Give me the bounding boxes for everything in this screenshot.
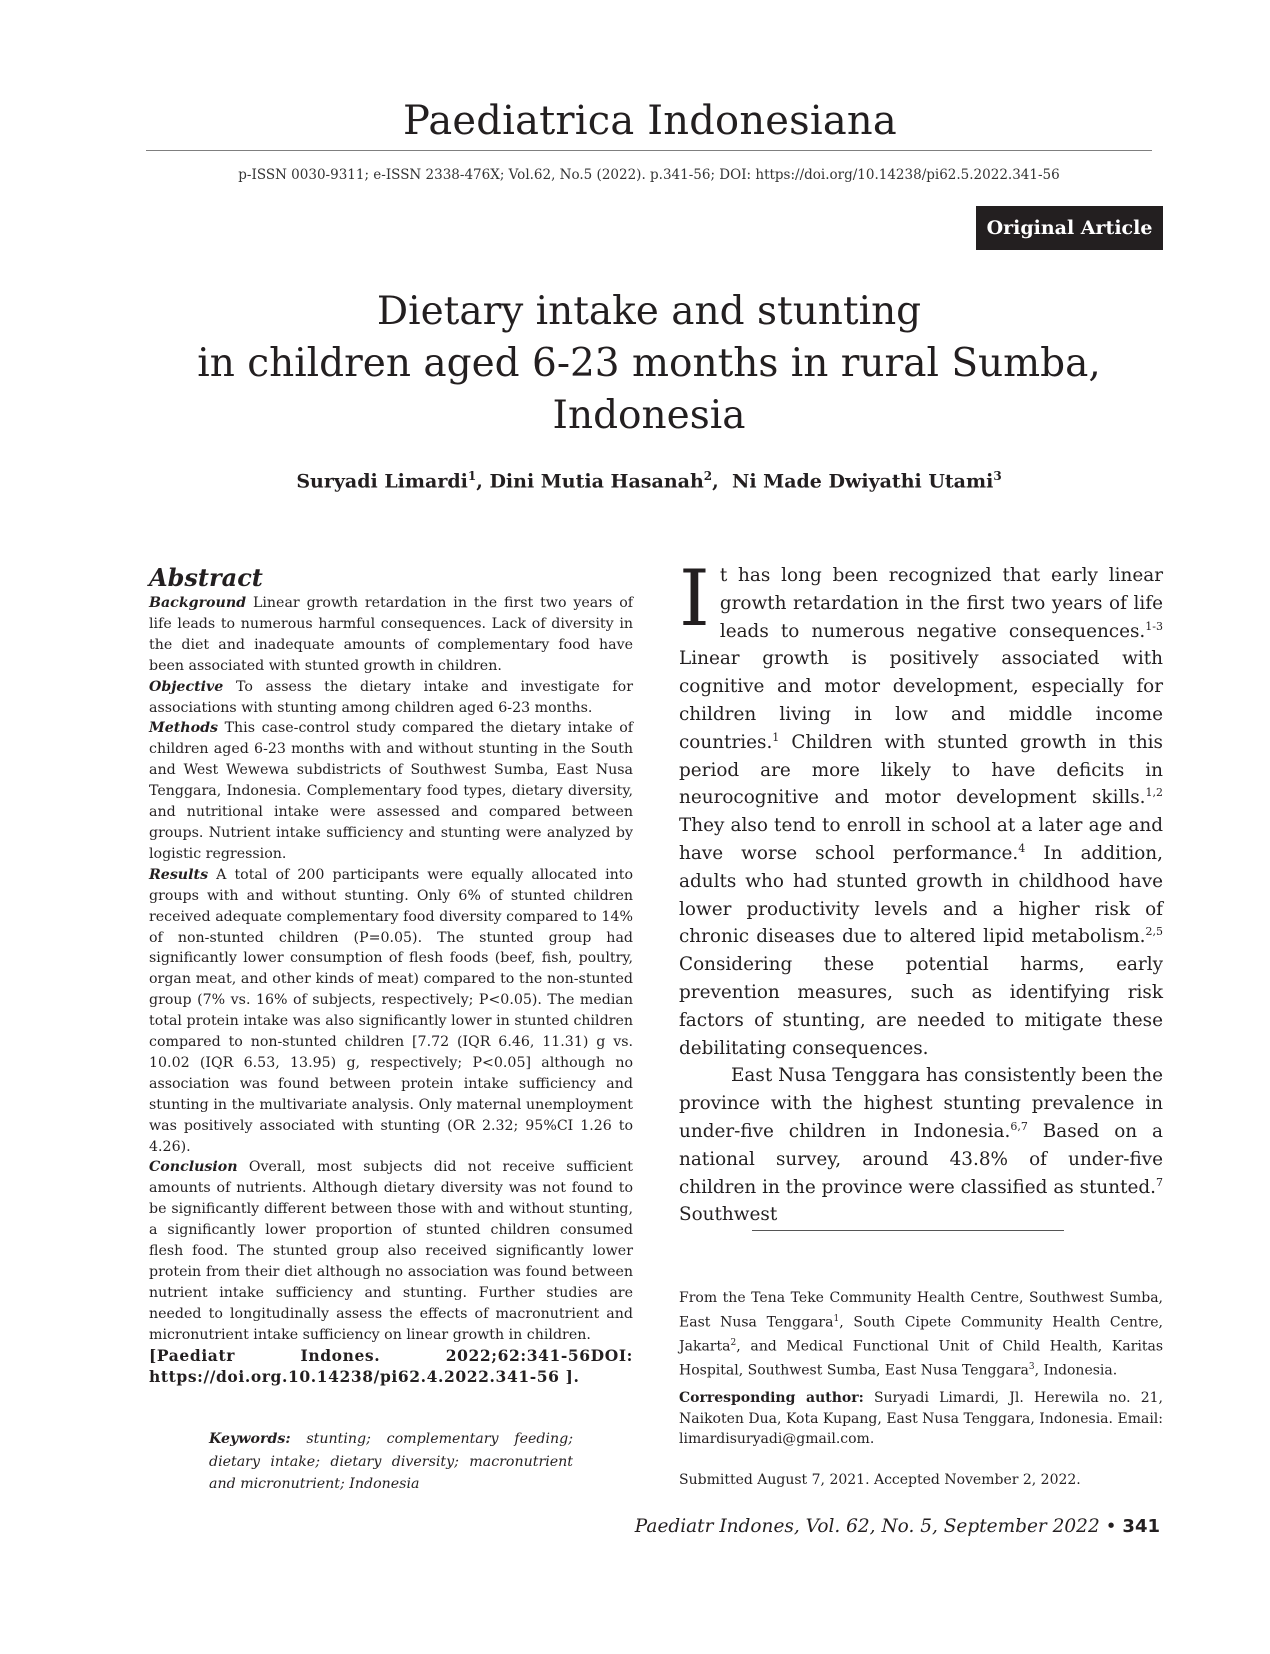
text-run: , and Medical Functional Unit of Child Health, Karitas Hospital, Southwest Sumba, East Nusa Tenggara (679, 1338, 1163, 1379)
page-footer (600, 1516, 1160, 1537)
text-run: In addition, adults who had stunted growth in childhood have lower productivity levels and a higher risk of chronic diseases due to altered lipid metabolism. (679, 842, 1163, 948)
abstract-methods (149, 718, 633, 864)
abstract-section-label: Conclusion (149, 1159, 238, 1176)
abstract-section-label: Methods (149, 720, 218, 737)
text-run: , South Cipete Community Health Centre, Jakarta (679, 1314, 1164, 1355)
reference-marker: 1-3 (1145, 619, 1163, 633)
footnote-rule (752, 1230, 1064, 1231)
body-paragraph (679, 1062, 1163, 1229)
text-run: From the Tena Teke Community Health Centre, Southwest Sumba, East Nusa Tenggara (679, 1290, 1163, 1331)
journal-title: Paediatrica Indonesiana (403, 98, 897, 144)
reference-marker: 1,2 (1145, 786, 1163, 800)
abstract-conclusion (149, 1157, 633, 1345)
reference-marker: 2 (730, 1337, 737, 1348)
footer-citation: Paediatr Indones, Vol. 62, No. 5, September 2022 (634, 1516, 1100, 1537)
abstract-section-text: To assess the dietary intake and investigate for associations with stunting among children aged 6-23 months. (149, 678, 633, 716)
article-title-line: Indonesia (552, 393, 746, 438)
text-run: Considering these potential harms, early prevention measures, such as identifying risk factors of stunting, are needed to mitigate these debilitating consequences. (679, 954, 1163, 1059)
text-run: Southwest (679, 1204, 778, 1226)
article-title-line: Dietary intake and stunting (376, 289, 922, 334)
author-affiliation-marker: 2 (703, 469, 713, 483)
abstract-section-label: Objective (149, 678, 224, 695)
abstract (149, 564, 633, 1387)
author-name: Dini Mutia Hasanah (489, 470, 704, 493)
text-run: Based on a national survey, around 43.8% of under-five children in the province were classified as stunted. (679, 1120, 1163, 1198)
text-run: They also tend to enroll in school at a later age and have worse school performance. (679, 815, 1163, 864)
abstract-heading: Abstract (149, 563, 263, 592)
footer-bullet: • (1105, 1516, 1117, 1537)
affiliation-note (679, 1288, 1163, 1381)
abstract-section-label: Results (149, 866, 209, 883)
corresponding-author-note (679, 1388, 1163, 1450)
abstract-section-text: A total of 200 participants were equally allocated into groups with and without stunting. Only 6% of stunted children received adequate complementary food diversity compared to 14% of non-stunted children (P=0.05). The stunted group had significantly lower consumption of flesh foods (beef, fish, poultry, organ meat, and other kinds of meat) compared to the non-stunted group (7% vs. 16% of subjects, respectively; P<0.05). The median total protein intake was also significantly lower in stunted children compared to non-stunted children [7.72 (IQR 6.46, 11.31) g vs. 10.02 (IQR 6.53, 13.95) g, respectively; P<0.05] although no association was found between protein intake sufficiency and stunting in the multivariate analysis. Only maternal unemployment was positively associated with stunting (OR 2.32; 95%CI 1.26 to 4.26). (149, 866, 633, 1155)
text-run: t has long been recognized that early linear growth retardation in the first two years of life leads to numerous negative consequences. (719, 565, 1163, 642)
body-text (679, 554, 1163, 1229)
author-name: Ni Made Dwiyathi Utami (731, 470, 994, 493)
author-list: Suryadi Limardi$^1$, Dini Mutia Hasanah$^2$, Ni Made Dwiyathi Utami$^3$ (296, 469, 1002, 493)
corresponding-label: Corresponding author: (679, 1390, 864, 1406)
abstract-results (149, 865, 633, 1158)
article-title-line: in children aged 6-23 months in rural Sumba, (197, 341, 1101, 386)
keywords-text: stunting; complementary feeding; dietary intake; dietary diversity; macronutrient and micronutrient; Indonesia (209, 1431, 573, 1492)
reference-marker: 1 (833, 1313, 840, 1324)
abstract-section-text: Linear growth retardation in the first two years of life leads to numerous harmful consequences. Lack of diversity in the diet and inadequate amounts of complementary food have been associated with stunted growth in children. (149, 595, 633, 674)
abstract-section-text: Overall, most subjects did not receive sufficient amounts of nutrients. Although dietary diversity was not found to be significantly different between those with and without stunting, a significantly lower proportion of stunted children consumed flesh food. The stunted group also received significantly lower protein from their diet although no association was found between nutrient intake sufficiency and stunting. Further studies are needed to longitudinally assess the effects of macronutrient and micronutrient intake sufficiency on linear growth in children. (149, 1159, 633, 1343)
abstract-objective (149, 677, 633, 719)
abstract-citation: [Paediatr Indones. 2022;62:341-56DOI: https://doi.org.10.14238/pi62.4.2022.341-56 ]. (149, 1345, 633, 1386)
drop-cap: I (679, 554, 710, 644)
author-affiliation-marker: 1 (467, 469, 477, 483)
abstract-background (149, 593, 633, 677)
author-name: Suryadi Limardi (296, 470, 468, 493)
keywords (209, 1428, 573, 1496)
reference-marker: 3 (1028, 1362, 1035, 1373)
text-run: , Indonesia. (1034, 1362, 1118, 1379)
page-number: 341 (1122, 1516, 1160, 1537)
reference-marker: 1 (772, 730, 780, 744)
header-rule (146, 150, 1152, 151)
reference-marker: 7 (1156, 1175, 1163, 1189)
corresponding-text: Suryadi Limardi, Jl. Herewila no. 21, Naikoten Dua, Kota Kupang, East Nusa Tenggara, Indonesia. Email: limardisuryadi@gmail.com. (679, 1390, 1163, 1448)
abstract-section-label: Background (149, 595, 247, 611)
reference-marker: 6,7 (1010, 1119, 1028, 1133)
article-title (146, 286, 1152, 442)
reference-marker: 4 (1018, 841, 1026, 855)
abstract-section-text: This case-control study compared the dietary intake of children aged 6-23 months with and without stunting in the South and West Wewewa subdistricts of Southwest Sumba, East Nusa Tenggara, Indonesia. Complementary food types, dietary diversity, and nutritional intake were assessed and compared between groups. Nutrient intake sufficiency and stunting were analyzed by logistic regression. (149, 720, 633, 862)
submission-dates: Submitted August 7, 2021. Accepted November 2, 2022. (679, 1472, 1081, 1488)
article-type-badge: Original Article (976, 206, 1163, 250)
body-paragraph (679, 554, 1163, 1062)
reference-marker: 2,5 (1145, 925, 1163, 939)
keywords-label: Keywords: (209, 1431, 291, 1447)
journal-meta-line: p-ISSN 0030-9311; e-ISSN 2338-476X; Vol.62, No.5 (2022). p.341-56; DOI: https://doi.org/10.14238/pi62.5.2022.341-56 (238, 167, 1060, 183)
text-run: Children with stunted growth in this period are more likely to have deficits in neurocognitive and motor development skills. (679, 731, 1163, 809)
text-run: East Nusa Tenggara has consistently been the province with the highest stunting prevalence in under-five children in Indonesia. (679, 1065, 1163, 1142)
author-affiliation-marker: 3 (993, 469, 1002, 483)
text-run: Linear growth is positively associated with cognitive and motor development, especially for children living in low and middle income countries. (679, 648, 1163, 753)
